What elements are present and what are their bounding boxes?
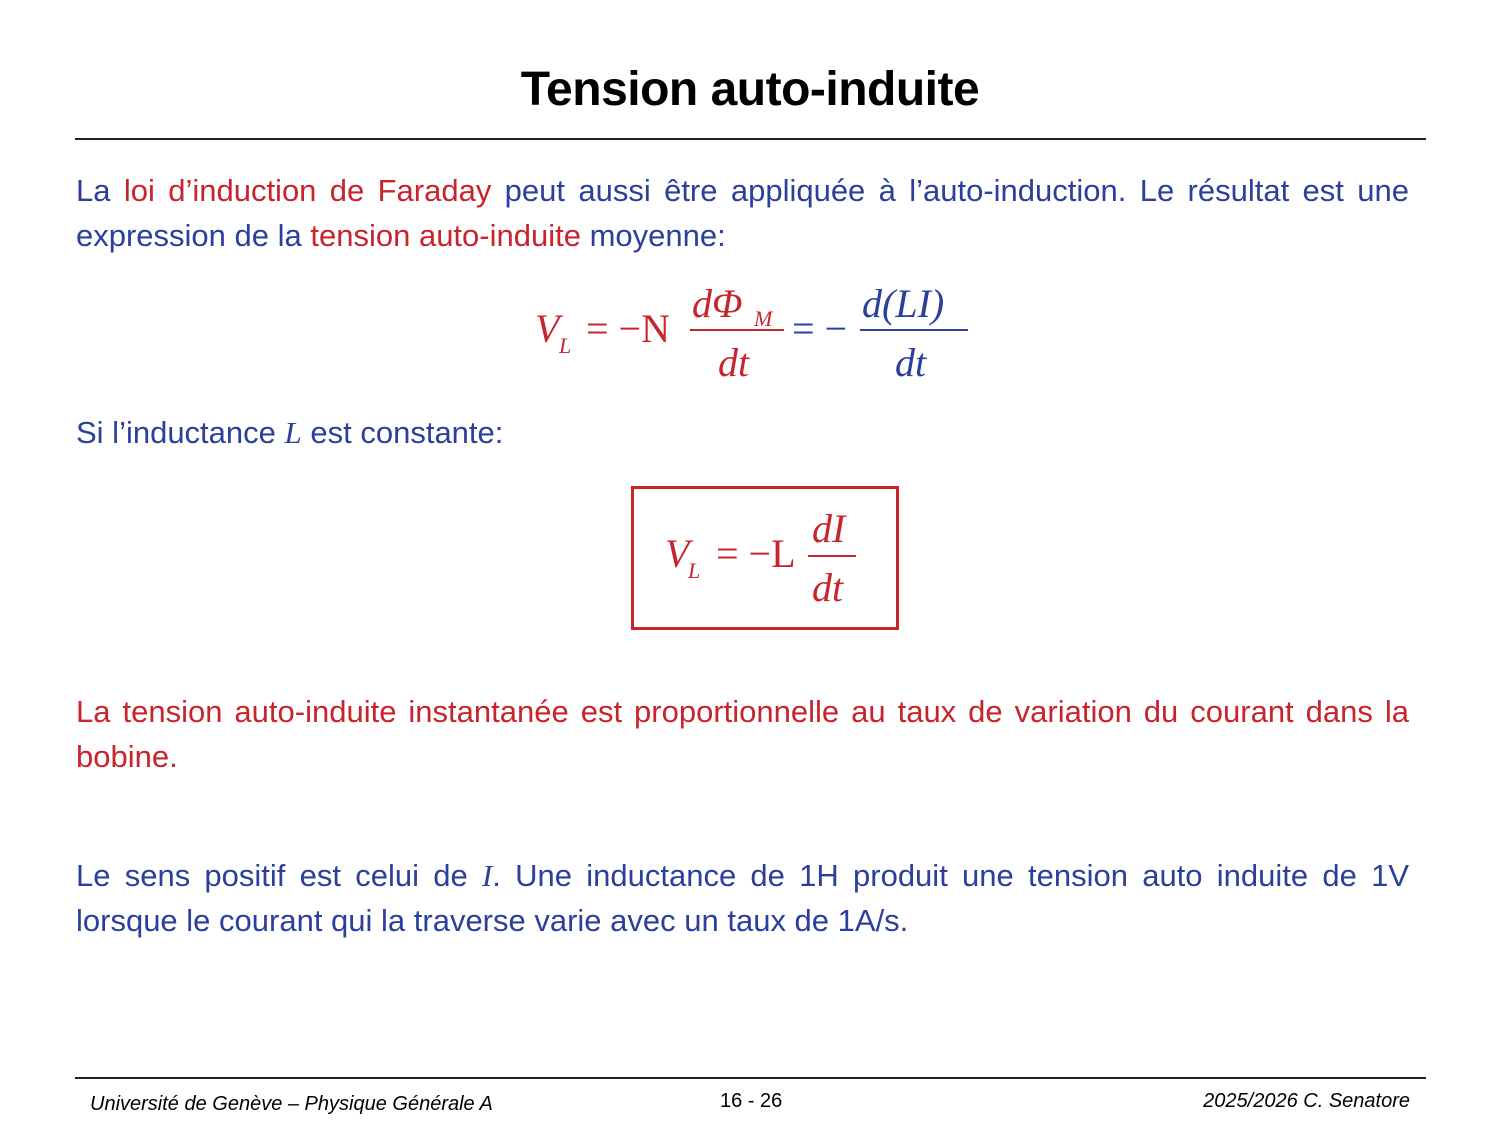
constant-inductance-paragraph <box>76 410 1409 455</box>
eq1-den1: dt <box>718 340 750 385</box>
positive-direction-paragraph <box>76 853 1409 943</box>
faraday-law-highlight: loi d’induction de Faraday <box>123 173 492 208</box>
eq1-lhs-sub: L <box>559 333 572 358</box>
footer-university: Université de Genève – Physique Générale A <box>90 1093 493 1115</box>
title-divider <box>75 138 1426 140</box>
self-induced-voltage-highlight: tension auto-induite <box>310 218 581 253</box>
eq2-lhs-var: V <box>665 531 690 576</box>
intro-text-3: moyenne: <box>580 218 726 253</box>
intro-text-1: La <box>76 173 124 208</box>
eq2-num: dI <box>812 506 846 551</box>
instantaneous-voltage-paragraph: La tension auto-induite instantanée est proportionnelle au taux de variation du courant dans la bobine. <box>76 694 1409 774</box>
footer-divider <box>75 1077 1426 1079</box>
current-var: I <box>481 858 493 893</box>
slide-title: Tension auto-induite <box>520 63 980 116</box>
eq1-num1-sub: M <box>754 306 773 331</box>
eq2-fraction-bar <box>808 555 856 557</box>
direction-text-1: Le sens positif est celui de <box>76 858 482 893</box>
inductance-text-2: est constante: <box>301 415 504 450</box>
intro-paragraph <box>76 168 1409 258</box>
eq1-minus: = − <box>792 306 848 351</box>
eq2-minus-l: = −L <box>716 531 796 576</box>
direction-text-2: . Une inductance de 1H produit une tension auto induite de 1V lorsque le courant qui la traverse varie avec un taux de 1A/s. <box>76 858 1409 938</box>
footer-page-number: 16 - 26 <box>720 1090 783 1112</box>
eq1-den2: dt <box>895 340 927 385</box>
eq1-fraction-bar-2 <box>860 329 968 331</box>
eq1-minus-n: = −N <box>586 306 671 351</box>
inductance-text-1: Si l’inductance <box>76 415 285 450</box>
eq2-den: dt <box>812 565 844 610</box>
inductance-var: L <box>284 415 302 450</box>
footer-author: 2025/2026 C. Senatore <box>1203 1090 1410 1112</box>
eq1-num1: dΦ <box>692 281 743 326</box>
eq1-fraction-bar-1 <box>690 329 784 331</box>
intro-text-2: peut aussi être appliquée à l’auto-induction. Le résultat est une expression de la <box>76 173 1409 253</box>
eq2-lhs-sub: L <box>688 558 701 583</box>
eq1-num2: d(LI) <box>862 281 945 326</box>
eq1-lhs-var: V <box>535 306 560 351</box>
